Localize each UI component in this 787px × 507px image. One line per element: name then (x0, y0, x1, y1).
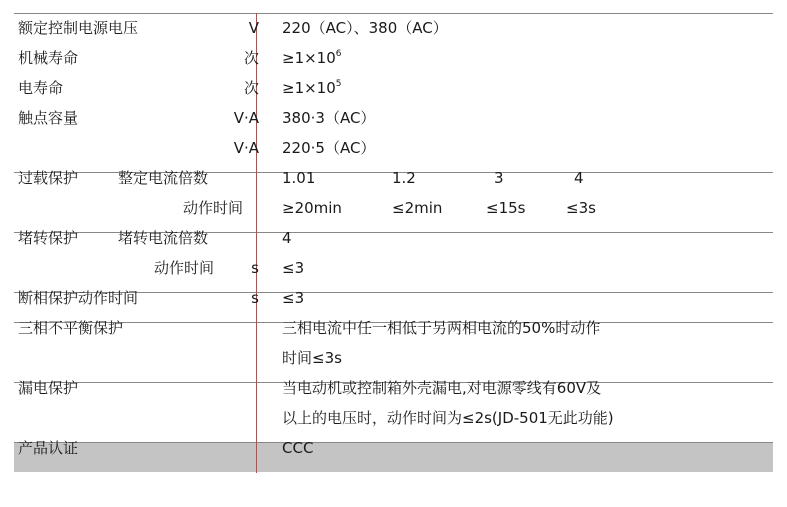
rated-voltage-label: 额定控制电源电压 (18, 19, 139, 37)
mechanical-life-exponent: 6 (335, 49, 342, 59)
rated-voltage-unit: V (248, 19, 259, 37)
table-row (14, 73, 773, 103)
overload-label: 过载保护 (18, 169, 79, 187)
phase-break-value: ≤3 (282, 289, 305, 307)
leakage-text-line-2: 以上的电压时，动作时间为≤2s(JD-501无此功能) (282, 409, 614, 427)
overload-multiple-label: 整定电流倍数 (118, 169, 209, 187)
table-row (14, 103, 773, 133)
table-row (14, 133, 773, 163)
overload-multiple: 4 (574, 169, 584, 187)
mechanical-life-unit: 次 (243, 49, 259, 67)
electrical-life-value (282, 73, 342, 103)
table-row (14, 13, 773, 43)
stall-time-label: 动作时间 (154, 259, 215, 277)
overload-multiple: 3 (494, 169, 504, 187)
contact-capacity-value-1: 380·3（AC） (282, 109, 376, 127)
phase-imbalance-label: 三相不平衡保护 (18, 319, 124, 337)
contact-capacity-value-2: 220·5（AC） (282, 139, 376, 157)
electrical-life-exponent: 5 (335, 79, 342, 89)
electrical-life-unit: 次 (243, 79, 259, 97)
stall-multiple-value: 4 (282, 229, 292, 247)
overload-time: ≥20min (282, 199, 342, 217)
overload-multiple: 1.01 (282, 169, 316, 187)
phase-break-unit: s (251, 289, 259, 307)
table-row (14, 253, 773, 283)
contact-capacity-unit: V·A (233, 109, 259, 127)
phase-imbalance-text-line-2: 时间≤3s (282, 349, 342, 367)
spec-table (14, 13, 773, 463)
overload-time: ≤2min (392, 199, 443, 217)
overload-time: ≤3s (566, 199, 596, 217)
table-row (14, 163, 773, 193)
leakage-label: 漏电保护 (18, 379, 79, 397)
table-row (14, 343, 773, 373)
certification-label: 产品认证 (18, 439, 79, 457)
rated-voltage-value: 220（AC）、380（AC） (282, 19, 448, 37)
stall-time-unit: s (251, 259, 259, 277)
stall-label: 堵转保护 (18, 229, 79, 247)
mechanical-life-base: ≥1×10 (282, 49, 336, 67)
phase-break-label: 断相保护动作时间 (18, 289, 139, 307)
table-row (14, 433, 773, 463)
stall-time-value: ≤3 (282, 259, 305, 277)
overload-multiple: 1.2 (392, 169, 416, 187)
mechanical-life-value (282, 43, 342, 73)
phase-imbalance-text-line-1: 三相电流中任一相低于另两相电流的50%时动作 (282, 319, 601, 337)
table-row (14, 403, 773, 433)
table-row (14, 373, 773, 403)
contact-capacity-label: 触点容量 (18, 109, 79, 127)
electrical-life-label: 电寿命 (18, 79, 64, 97)
table-row (14, 223, 773, 253)
stall-multiple-label: 堵转电流倍数 (118, 229, 209, 247)
overload-time-label: 动作时间 (182, 199, 243, 217)
table-row (14, 313, 773, 343)
overload-time: ≤15s (486, 199, 526, 217)
certification-value: CCC (282, 439, 314, 457)
table-row (14, 193, 773, 223)
electrical-life-base: ≥1×10 (282, 79, 336, 97)
table-row (14, 283, 773, 313)
contact-capacity-unit-2: V·A (233, 139, 259, 157)
mechanical-life-label: 机械寿命 (18, 49, 79, 67)
leakage-text-line-1: 当电动机或控制箱外壳漏电,对电源零线有60V及 (282, 379, 602, 397)
table-row (14, 43, 773, 73)
